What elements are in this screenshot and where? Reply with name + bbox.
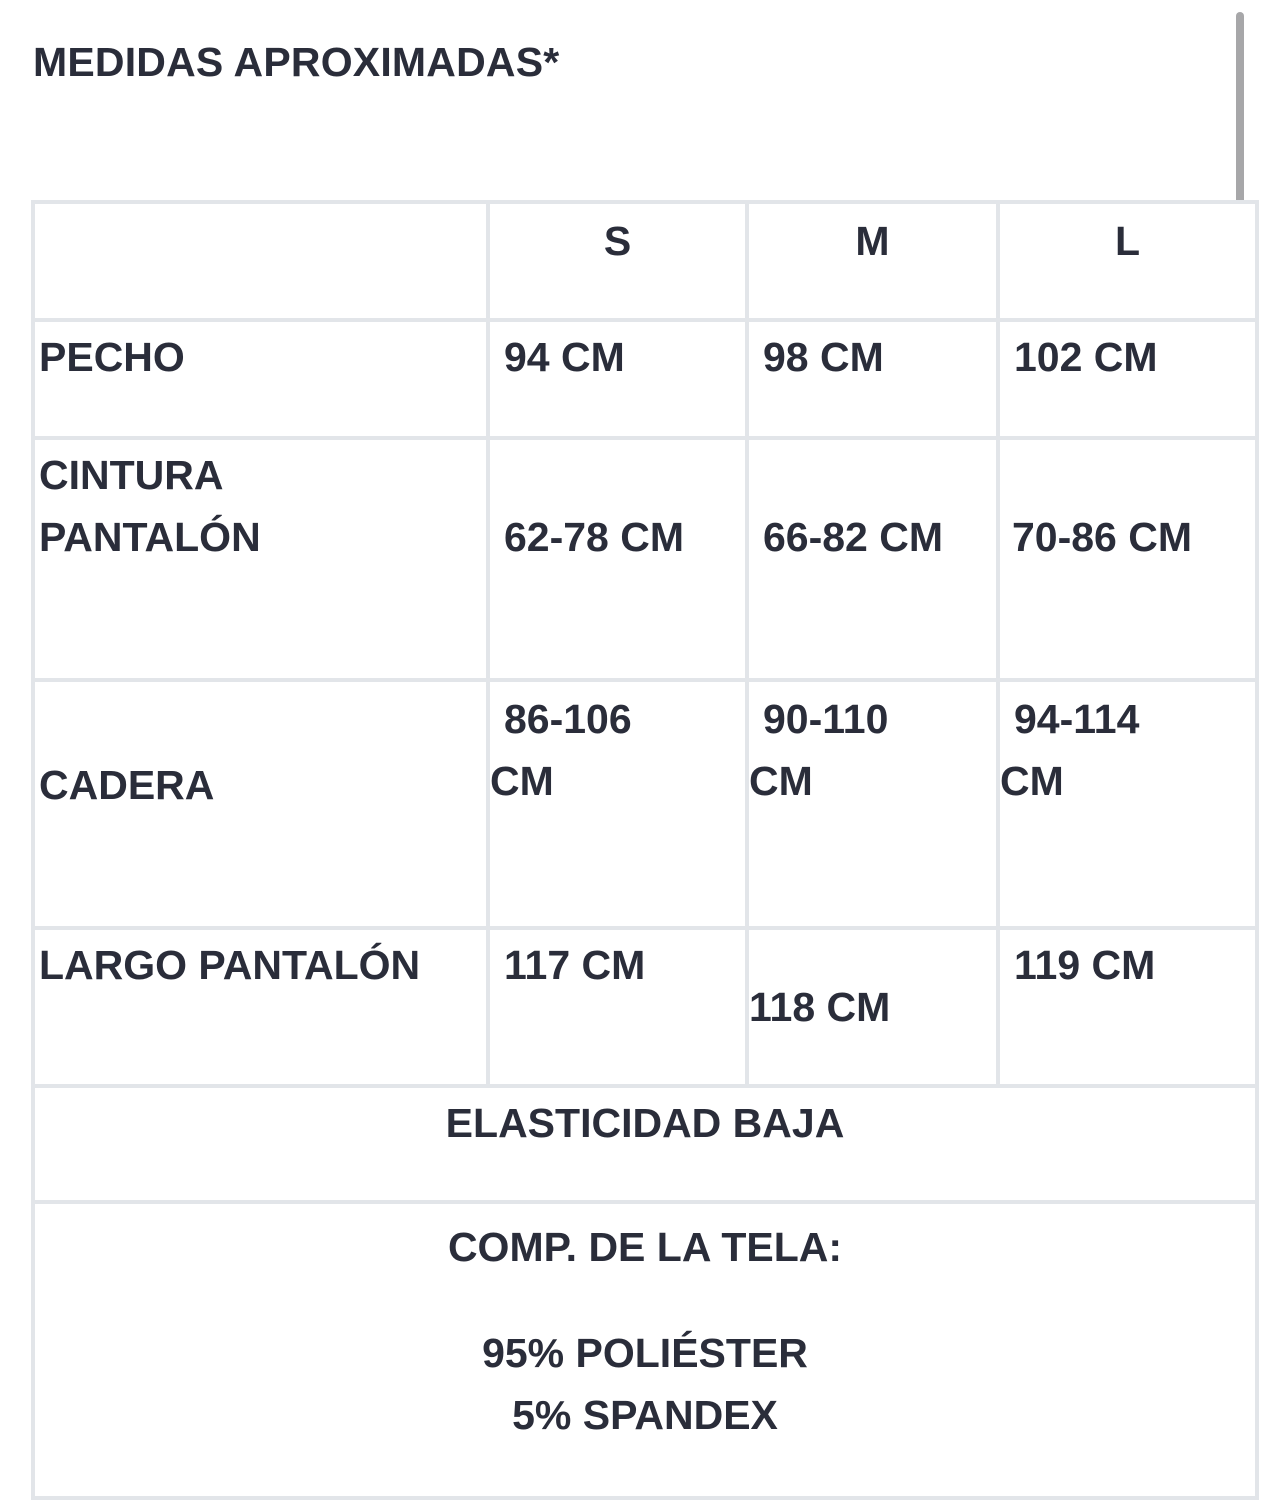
composition-line-spandex: 5% SPANDEX bbox=[512, 1392, 778, 1438]
fabric-composition bbox=[35, 1204, 1255, 1496]
table-row-elasticidad bbox=[35, 1088, 1255, 1200]
cintura-m-value: 66-82 CM bbox=[749, 440, 996, 678]
table-row-cadera bbox=[35, 682, 1255, 926]
header-blank-cell bbox=[35, 204, 486, 318]
row-label-cintura-line2: PANTALÓN bbox=[39, 514, 261, 560]
cadera-s-value bbox=[490, 682, 745, 926]
table-row-largo-pantalon bbox=[35, 930, 1255, 1084]
cadera-l-line1: 94-114 bbox=[1014, 696, 1140, 742]
cadera-m-line1: 90-110 bbox=[763, 696, 889, 742]
composition-line-polyester: 95% POLIÉSTER bbox=[482, 1330, 808, 1376]
pecho-m-value: 98 CM bbox=[749, 322, 996, 436]
row-label-cintura-pantalon bbox=[35, 440, 486, 678]
row-label-cadera: CADERA bbox=[35, 682, 486, 926]
composition-title: COMP. DE LA TELA: bbox=[447, 1224, 843, 1270]
composition-spacer bbox=[35, 1278, 1255, 1322]
pecho-s-value: 94 CM bbox=[490, 322, 745, 436]
header-size-m: M bbox=[749, 204, 996, 318]
cadera-l-line2: CM bbox=[1000, 758, 1064, 804]
cadera-m-line2: CM bbox=[749, 758, 813, 804]
largo-s-value: 117 CM bbox=[490, 930, 745, 1084]
cadera-s-line1: 86-106 bbox=[504, 696, 632, 742]
row-label-largo-pantalon: LARGO PANTALÓN bbox=[35, 930, 486, 1084]
header-size-l: L bbox=[1000, 204, 1255, 318]
table-header-row bbox=[35, 204, 1255, 318]
largo-l-value: 119 CM bbox=[1000, 930, 1255, 1084]
header-size-s: S bbox=[490, 204, 745, 318]
cadera-m-value bbox=[749, 682, 996, 926]
elasticity-note: ELASTICIDAD BAJA bbox=[35, 1088, 1255, 1200]
pecho-l-value: 102 CM bbox=[1000, 322, 1255, 436]
largo-m-value: 118 CM bbox=[749, 930, 996, 1084]
cintura-l-value: 70-86 CM bbox=[1000, 440, 1255, 678]
row-label-pecho: PECHO bbox=[35, 322, 486, 436]
table-row-composicion bbox=[35, 1204, 1255, 1496]
cintura-s-value: 62-78 CM bbox=[490, 440, 745, 678]
row-label-cintura-line1: CINTURA bbox=[39, 452, 224, 498]
table-row-pecho bbox=[35, 322, 1255, 436]
cadera-l-value bbox=[1000, 682, 1255, 926]
cadera-s-line2: CM bbox=[490, 758, 554, 804]
page-title: MEDIDAS APROXIMADAS* bbox=[33, 39, 560, 85]
table-row-cintura-pantalon bbox=[35, 440, 1255, 678]
size-chart-table bbox=[31, 200, 1259, 1500]
